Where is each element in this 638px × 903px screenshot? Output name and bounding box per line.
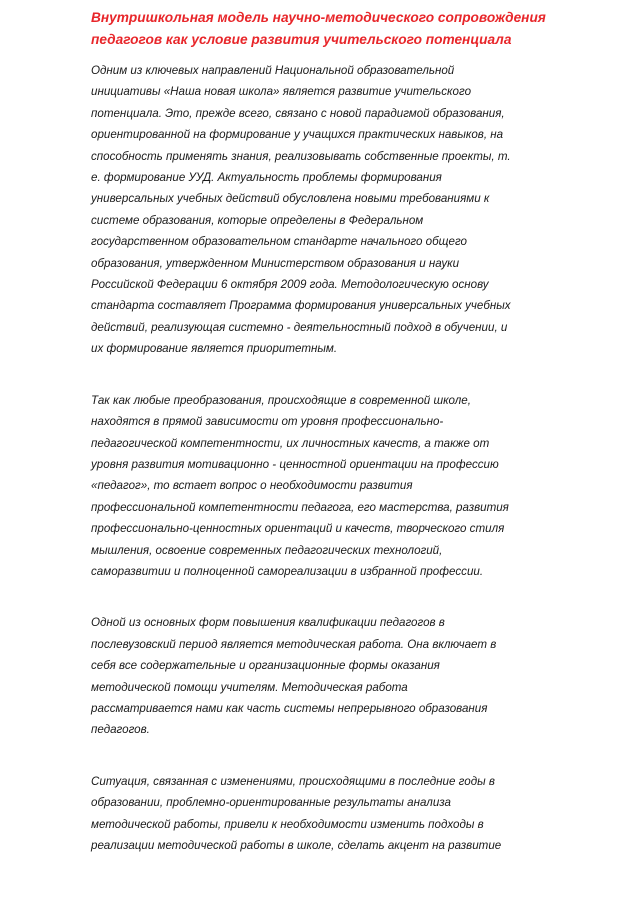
paragraph-line: инициативы «Наша новая школа» является развитие учительского xyxy=(91,85,472,99)
paragraph-line: методической помощи учителям. Методическая работа xyxy=(91,680,408,694)
paragraph-line: послевузовский период является методическая работа. Она включает в xyxy=(91,637,497,651)
paragraph-line: педагогов. xyxy=(91,723,150,737)
paragraph-line: Так как любые преобразования, происходящие в современной школе, xyxy=(91,393,471,407)
paragraph-line: способность применять знания, реализовывать собственные проекты, т. xyxy=(91,149,511,163)
paragraph-line: саморазвитии и полноценной самореализации в избранной профессии. xyxy=(91,564,484,578)
paragraph-line: образовании, проблемно-ориентированные результаты анализа xyxy=(91,796,451,810)
paragraph-line: Одной из основных форм повышения квалификации педагогов в xyxy=(91,616,445,630)
paragraph-line: «педагог», то встает вопрос о необходимости развития xyxy=(91,479,413,493)
paragraph-line: Ситуация, связанная с изменениями, происходящими в последние годы в xyxy=(91,774,495,788)
paragraph-line: профессионально-ценностных ориентаций и качеств, творческого стиля xyxy=(91,522,505,536)
paragraph xyxy=(91,612,597,740)
paragraph-line: Одним из ключевых направлений Национальной образовательной xyxy=(91,64,455,77)
title-line: Внутришкольная модель научно-методического сопровождения xyxy=(91,10,546,25)
paragraph-line: системе образования, которые определены в Федеральном xyxy=(91,213,424,227)
paragraph-line: рассматривается нами как часть системы непрерывного образования xyxy=(91,701,488,715)
paragraph-line: государственном образовательном стандарте начального общего xyxy=(91,235,467,249)
paragraph-line: себя все содержательные и организационные формы оказания xyxy=(91,659,440,673)
document-body xyxy=(91,7,597,856)
paragraph xyxy=(91,771,597,857)
paragraph-line: уровня развития мотивационно - ценностной ориентации на профессию xyxy=(91,457,499,471)
paragraph-line: действий, реализующая системно - деятельностный подход в обучении, и xyxy=(91,320,508,334)
paragraph-line: педагогической компетентности, их личностных качеств, а также от xyxy=(91,436,490,450)
paragraph-line: стандарта составляет Программа формирования универсальных учебных xyxy=(91,299,511,313)
paragraph-line: их формирование является приоритетным. xyxy=(91,342,338,356)
paragraph-line: методической работы, привели к необходимости изменить подходы в xyxy=(91,817,484,831)
paragraph-line: мышления, освоение современных педагогических технологий, xyxy=(91,543,443,557)
paragraph-line: находятся в прямой зависимости от уровня профессионально- xyxy=(91,415,444,429)
paragraph-line: Российской Федерации 6 октября 2009 года. Методологическую основу xyxy=(91,278,489,292)
paragraph-line: профессиональной компетентности педагога, его мастерства, развития xyxy=(91,500,509,514)
paragraph-line: потенциала. Это, прежде всего, связано с новой парадигмой образования, xyxy=(91,106,505,120)
paragraph-line: универсальных учебных действий обусловлена новыми требованиями к xyxy=(91,192,490,206)
paragraph xyxy=(91,60,597,360)
document-title xyxy=(91,7,597,51)
title-line: педагогов как условие развития учительского потенциала xyxy=(91,32,512,47)
paragraph-line: образования, утвержденном Министерством образования и науки xyxy=(91,256,460,270)
paragraph xyxy=(91,390,597,583)
paragraph-line: реализации методической работы в школе, сделать акцент на развитие xyxy=(91,839,502,852)
paragraph-line: е. формирование УУД. Актуальность проблемы формирования xyxy=(91,171,442,185)
paragraph-line: ориентированной на формирование у учащихся практических навыков, на xyxy=(91,128,504,142)
